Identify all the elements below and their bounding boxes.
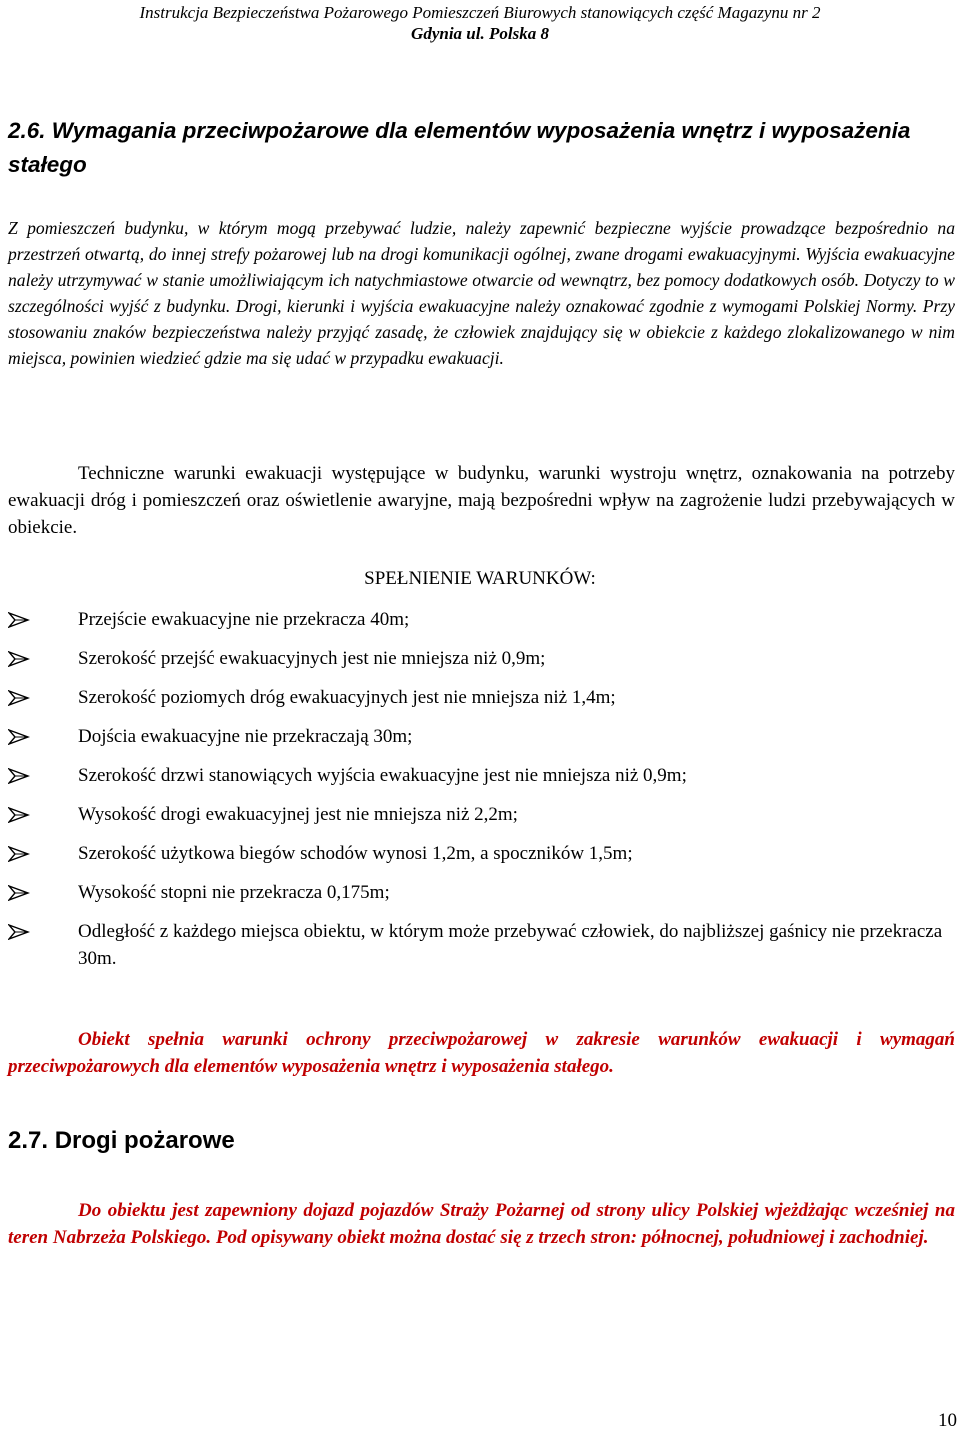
technical-conditions-paragraph: Techniczne warunki ewakuacji występujące w budynku, warunki wystroju wnętrz, oznakowania na potrzeby ewakuacji dróg i pomieszczeń oraz oświetlenie awaryjne, mają bezpośredni wpływ na zagrożenie ludzi przebywających w obiekcie. — [8, 463, 955, 538]
condition-item — [8, 879, 958, 906]
condition-text: Wysokość stopni nie przekracza 0,175m; — [78, 882, 390, 903]
arrowhead-bullet-icon — [8, 768, 30, 784]
conditions-heading: SPEŁNIENIE WARUNKÓW: — [364, 568, 596, 589]
header-address: Gdynia ul. Polska 8 — [411, 24, 549, 43]
arrowhead-bullet-icon — [8, 885, 30, 901]
arrowhead-bullet-icon — [8, 651, 30, 667]
condition-text: Szerokość przejść ewakuacyjnych jest nie mniejsza niż 0,9m; — [78, 648, 546, 669]
condition-item — [8, 645, 958, 672]
arrowhead-bullet-icon — [8, 846, 30, 862]
arrowhead-bullet-icon — [8, 807, 30, 823]
compliance-conclusion: Obiekt spełnia warunki ochrony przeciwpożarowej w zakresie warunków ewakuacji i wymagań przeciwpożarowych dla elementów wyposażenia wnętrz i wyposażenia stałego. — [8, 1029, 955, 1077]
condition-text: Odległość z każdego miejsca obiektu, w którym może przebywać człowiek, do najbliższej gaśnicy nie przekracza 30m. — [78, 921, 943, 969]
running-header — [0, 2, 960, 44]
arrowhead-bullet-icon — [8, 924, 30, 940]
condition-item — [8, 762, 958, 789]
fire-roads-paragraph: Do obiektu jest zapewniony dojazd pojazdów Straży Pożarnej od strony ulicy Polskiej wjeżdżając wcześniej na teren Nabrzeża Polskiego. Pod opisywany obiekt można dostać się z trzech stron: północnej, południowej i zachodniej. — [8, 1200, 955, 1248]
condition-item — [8, 840, 958, 867]
condition-item — [8, 606, 958, 633]
condition-text: Szerokość drzwi stanowiących wyjścia ewakuacyjne jest nie mniejsza niż 0,9m; — [78, 765, 687, 786]
arrowhead-bullet-icon — [8, 729, 30, 745]
condition-text: Przejście ewakuacyjne nie przekracza 40m; — [78, 609, 410, 630]
condition-text: Wysokość drogi ewakuacyjnej jest nie mniejsza niż 2,2m; — [78, 804, 518, 825]
evacuation-requirements-paragraph: Z pomieszczeń budynku, w którym mogą przebywać ludzie, należy zapewnić bezpieczne wyjście prowadzące bezpośrednio na przestrzeń otwartą, do innej strefy pożarowej lub na drogi komunikacji ogólnej, zwane drogami ewakuacyjnymi. Wyjścia ewakuacyjne należy utrzymywać w stanie umożliwiającym ich natychmiastowe otwarcie od wewnątrz, bez pomocy dodatkowych osób. Dotyczy to w szczególności wyjść z budynku. Drogi, kierunki i wyjścia ewakuacyjne należy oznakować zgodnie z wymogami Polskiej Normy. Przy stosowaniu znaków bezpieczeństwa należy przyjąć zasadę, że człowiek znajdujący się w obiekcie z każdego zlokalizowanego w nim miejsca, powinien wiedzieć gdzie ma się udać w przypadku ewakuacji. — [8, 218, 955, 368]
arrowhead-bullet-icon — [8, 690, 30, 706]
page-number: 10 — [938, 1410, 957, 1431]
section-2-6-title: 2.6. Wymagania przeciwpożarowe dla elementów wyposażenia wnętrz i wyposażenia stałego — [8, 118, 911, 177]
condition-item — [8, 684, 958, 711]
conditions-list — [8, 606, 958, 984]
condition-text: Szerokość użytkowa biegów schodów wynosi 1,2m, a spoczników 1,5m; — [78, 843, 633, 864]
header-title: Instrukcja Bezpieczeństwa Pożarowego Pomieszczeń Biurowych stanowiących część Magazynu nr 2 — [139, 3, 821, 22]
condition-item — [8, 918, 958, 972]
section-2-7-title: 2.7. Drogi pożarowe — [8, 1127, 235, 1154]
condition-text: Szerokość poziomych dróg ewakuacyjnych jest nie mniejsza niż 1,4m; — [78, 687, 616, 708]
condition-text: Dojścia ewakuacyjne nie przekraczają 30m; — [78, 726, 413, 747]
condition-item — [8, 801, 958, 828]
condition-item — [8, 723, 958, 750]
arrowhead-bullet-icon — [8, 612, 30, 628]
